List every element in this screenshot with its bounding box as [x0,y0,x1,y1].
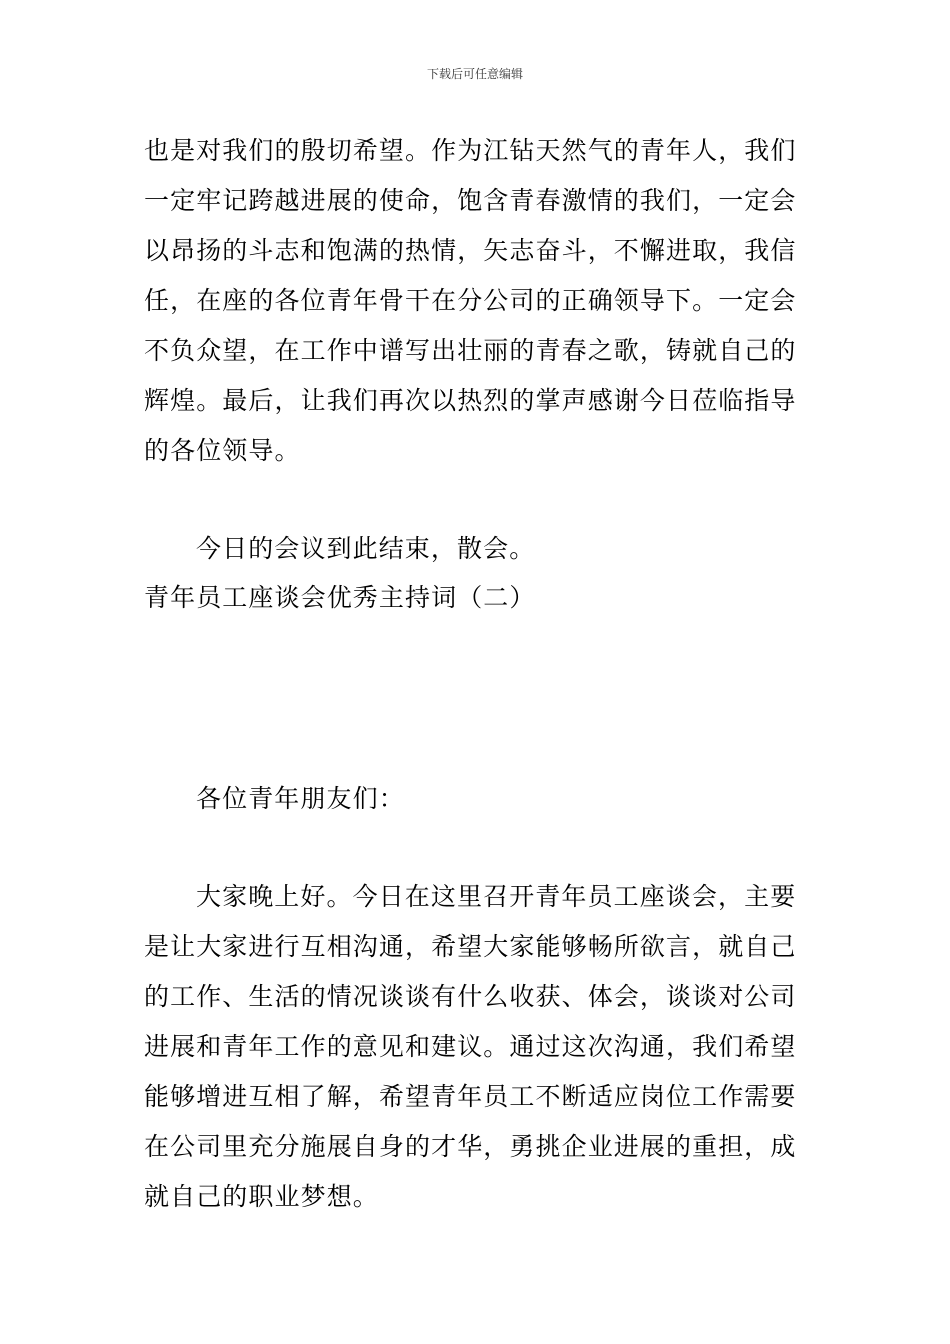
text-line: 一定牢记跨越进展的使命，饱含青春激情的我们，一定会 [144,186,797,215]
text-line: 在公司里充分施展自身的才华，勇挑企业进展的重担，成 [144,1132,797,1161]
text-line: 进展和青年工作的意见和建议。通过这次沟通，我们希望 [144,1032,797,1061]
header-note: 下载后可任意编辑 [426,67,523,81]
text-line: 是让大家进行互相沟通，希望大家能够畅所欲言，就自己 [144,932,797,961]
text-line: 能够增进互相了解，希望青年员工不断适应岗位工作需要 [144,1082,797,1111]
text-line: 不负众望，在工作中谱写出壮丽的青春之歌，铸就自己的 [144,336,797,365]
section-title: 青年员工座谈会优秀主持词（二） [144,583,536,612]
text-line: 也是对我们的殷切希望。作为江钻天然气的青年人，我们 [144,136,797,165]
text-line: 以昂扬的斗志和饱满的热情，矢志奋斗，不懈进取，我信 [144,236,797,265]
paragraph-closing-remarks [144,126,808,476]
text-line: 的各位领导。 [144,436,301,465]
text-line: 任，在座的各位青年骨干在分公司的正确领导下。一定会 [144,286,797,315]
text-line: 辉煌。最后，让我们再次以热烈的掌声感谢今日莅临指导 [144,386,797,415]
text-line: 的工作、生活的情况谈谈有什么收获、体会，谈谈对公司 [144,982,797,1011]
text-line: 就自己的职业梦想。 [144,1182,379,1211]
text-line: 大家晚上好。今日在这里召开青年员工座谈会，主要 [196,882,797,911]
paragraph-opening-remarks [144,872,808,1222]
greeting: 各位青年朋友们： [196,784,405,813]
paragraph-meeting-end: 今日的会议到此结束，散会。 [196,534,536,563]
